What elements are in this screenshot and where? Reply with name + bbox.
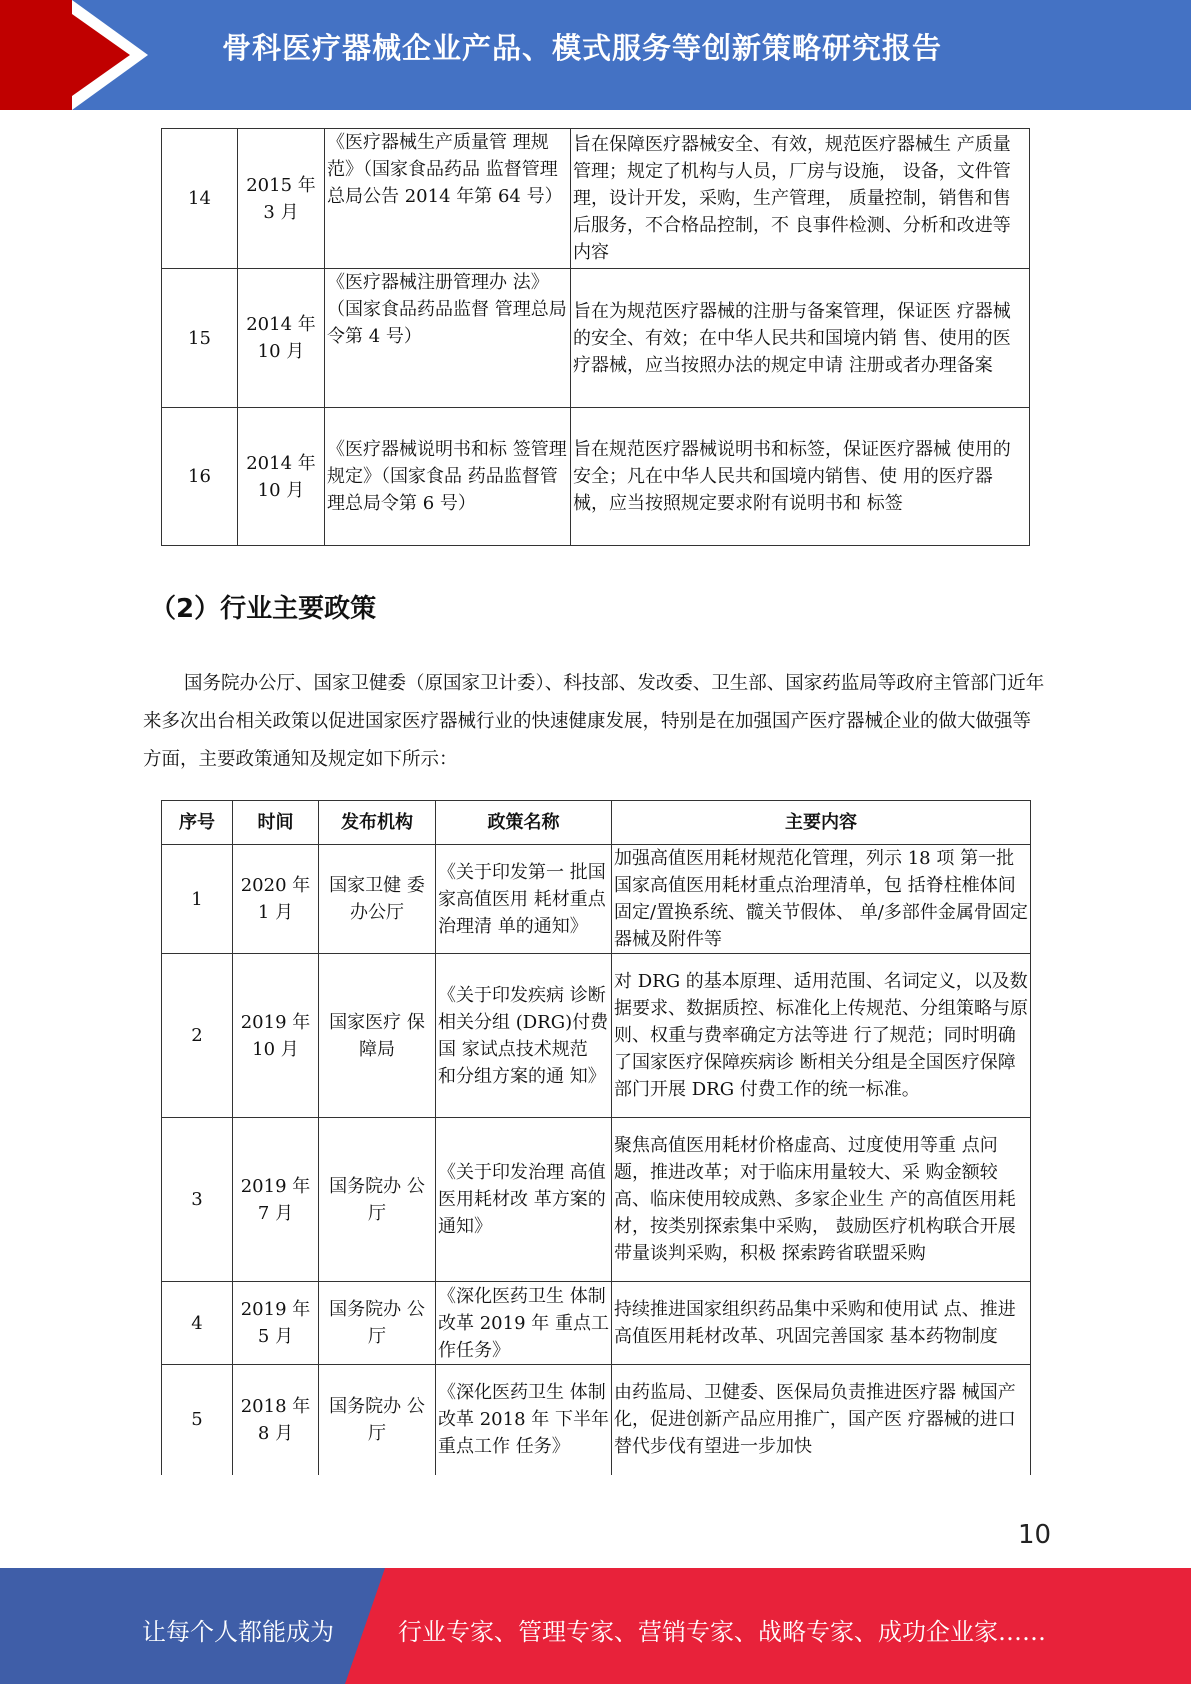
footer-slogan-right: 行业专家、管理专家、营销专家、战略专家、成功企业家……: [398, 1618, 1046, 1646]
row-date: 2014 年 10 月: [238, 269, 325, 408]
row-number: 16: [162, 408, 238, 546]
row-org: 国务院办 公厅: [319, 1365, 436, 1475]
row-org: 国务院办 公厅: [319, 1118, 436, 1282]
policy-content: 由药监局、卫健委、医保局负责推进医疗器 械国产化，促进创新产品应用推广，国产医 疗器械的进口替代步伐有望进一步加快: [612, 1365, 1031, 1475]
row-org: 国务院办 公厅: [319, 1282, 436, 1365]
section-heading: （2）行业主要政策: [150, 594, 377, 624]
policy-table: [161, 800, 1031, 1475]
table-row: [162, 954, 1031, 1118]
row-number: 2: [162, 954, 233, 1118]
row-org: 国家医疗 保障局: [319, 954, 436, 1118]
row-date: 2019 年 5 月: [233, 1282, 319, 1365]
footer-slogan-left: 让每个人都能成为: [142, 1618, 334, 1646]
row-number: 15: [162, 269, 238, 408]
header-policy-name: 政策名称: [436, 801, 612, 845]
header-chevron-red: [72, 14, 130, 96]
regulation-table-continued: [161, 128, 1030, 546]
policy-content: 对 DRG 的基本原理、适用范围、名词定义，以及数据要求、数据质控、标准化上传规范、分组策略与原则、权重与费率确定方法等进 行了规范；同时明确了国家医疗保障疾病诊 断相关分组是全国医疗保障部门开展 DRG 付费工作的统一标准。: [612, 954, 1031, 1118]
header-red-block: [0, 0, 72, 110]
row-date: 2015 年 3 月: [238, 129, 325, 269]
table-row: [162, 1365, 1031, 1475]
report-title: 骨科医疗器械企业产品、模式服务等创新策略研究报告: [222, 31, 943, 65]
row-number: 3: [162, 1118, 233, 1282]
row-date: 2014 年 10 月: [238, 408, 325, 546]
table-row: [162, 1118, 1031, 1282]
policy-content: 聚焦高值医用耗材价格虚高、过度使用等重 点问题，推进改革；对于临床用量较大、采 购金额较高、临床使用较成熟、多家企业生 产的高值医用耗材，按类别探索集中采购， 鼓励医疗机构联合开展带量谈判采购，积极 探索跨省联盟采购: [612, 1118, 1031, 1282]
header-org: 发布机构: [319, 801, 436, 845]
row-org: 国家卫健 委办公厅: [319, 845, 436, 954]
header-no: 序号: [162, 801, 233, 845]
policy-name: 《深化医药卫生 体制改革 2019 年 重点工作任务》: [436, 1282, 612, 1365]
page-header: [0, 0, 1191, 110]
policy-content: 持续推进国家组织药品集中采购和使用试 点、推进高值医用耗材改革、巩固完善国家 基本药物制度: [612, 1282, 1031, 1365]
row-number: 5: [162, 1365, 233, 1475]
table-header-row: [162, 801, 1031, 845]
regulation-content: 旨在为规范医疗器械的注册与备案管理，保证医 疗器械的安全、有效；在中华人民共和国境内销 售、使用的医疗器械，应当按照办法的规定申请 注册或者办理备案: [571, 269, 1030, 408]
row-number: 4: [162, 1282, 233, 1365]
table-row: [162, 408, 1030, 546]
row-number: 14: [162, 129, 238, 269]
policy-name: 《深化医药卫生 体制改革 2018 年 下半年重点工作 任务》: [436, 1365, 612, 1475]
table-row: [162, 845, 1031, 954]
regulation-content: 旨在规范医疗器械说明书和标签，保证医疗器械 使用的安全；凡在中华人民共和国境内销售、使 用的医疗器械，应当按照规定要求附有说明书和 标签: [571, 408, 1030, 546]
row-date: 2020 年 1 月: [233, 845, 319, 954]
policy-name: 《关于印发治理 高值医用耗材改 革方案的通知》: [436, 1118, 612, 1282]
regulation-name: 《医疗器械生产质量管 理规范》（国家食品药品 监督管理总局公告 2014 年第 64 号）: [325, 129, 571, 269]
regulation-name: 《医疗器械注册管理办 法》（国家食品药品监督 管理总局令第 4 号）: [325, 269, 571, 408]
policy-name: 《关于印发疾病 诊断相关分组 (DRG)付费国 家试点技术规范 和分组方案的通 知》: [436, 954, 612, 1118]
header-content: 主要内容: [612, 801, 1031, 845]
row-date: 2019 年 10 月: [233, 954, 319, 1118]
table-row: [162, 129, 1030, 269]
policy-name: 《关于印发第一 批国家高值医用 耗材重点治理清 单的通知》: [436, 845, 612, 954]
row-date: 2019 年 7 月: [233, 1118, 319, 1282]
regulation-name: 《医疗器械说明书和标 签管理规定》（国家食品 药品监督管理总局令第 6 号）: [325, 408, 571, 546]
intro-paragraph: 国务院办公厅、国家卫健委（原国家卫计委）、科技部、发改委、卫生部、国家药监局等政府主管部门近年来多次出台相关政策以促进国家医疗器械行业的快速健康发展，特别是在加强国产医疗器械企业的做大做强等方面，主要政策通知及规定如下所示：: [143, 673, 1045, 770]
page-number: 10: [1018, 1520, 1052, 1550]
header-date: 时间: [233, 801, 319, 845]
regulation-content: 旨在保障医疗器械安全、有效，规范医疗器械生 产质量管理；规定了机构与人员，厂房与设施， 设备，文件管理，设计开发，采购，生产管理， 质量控制，销售和售后服务，不合格品控制，不 良事件检测、分析和改进等内容: [571, 129, 1030, 269]
table-row: [162, 269, 1030, 408]
policy-content: 加强高值医用耗材规范化管理，列示 18 项 第一批国家高值医用耗材重点治理清单，包 括脊柱椎体间固定/置换系统、髋关节假体、 单/多部件金属骨固定器械及附件等: [612, 845, 1031, 954]
footer-blue-slant: [345, 1568, 385, 1684]
row-number: 1: [162, 845, 233, 954]
row-date: 2018 年 8 月: [233, 1365, 319, 1475]
page-footer: [0, 1568, 1191, 1684]
table-row: [162, 1282, 1031, 1365]
